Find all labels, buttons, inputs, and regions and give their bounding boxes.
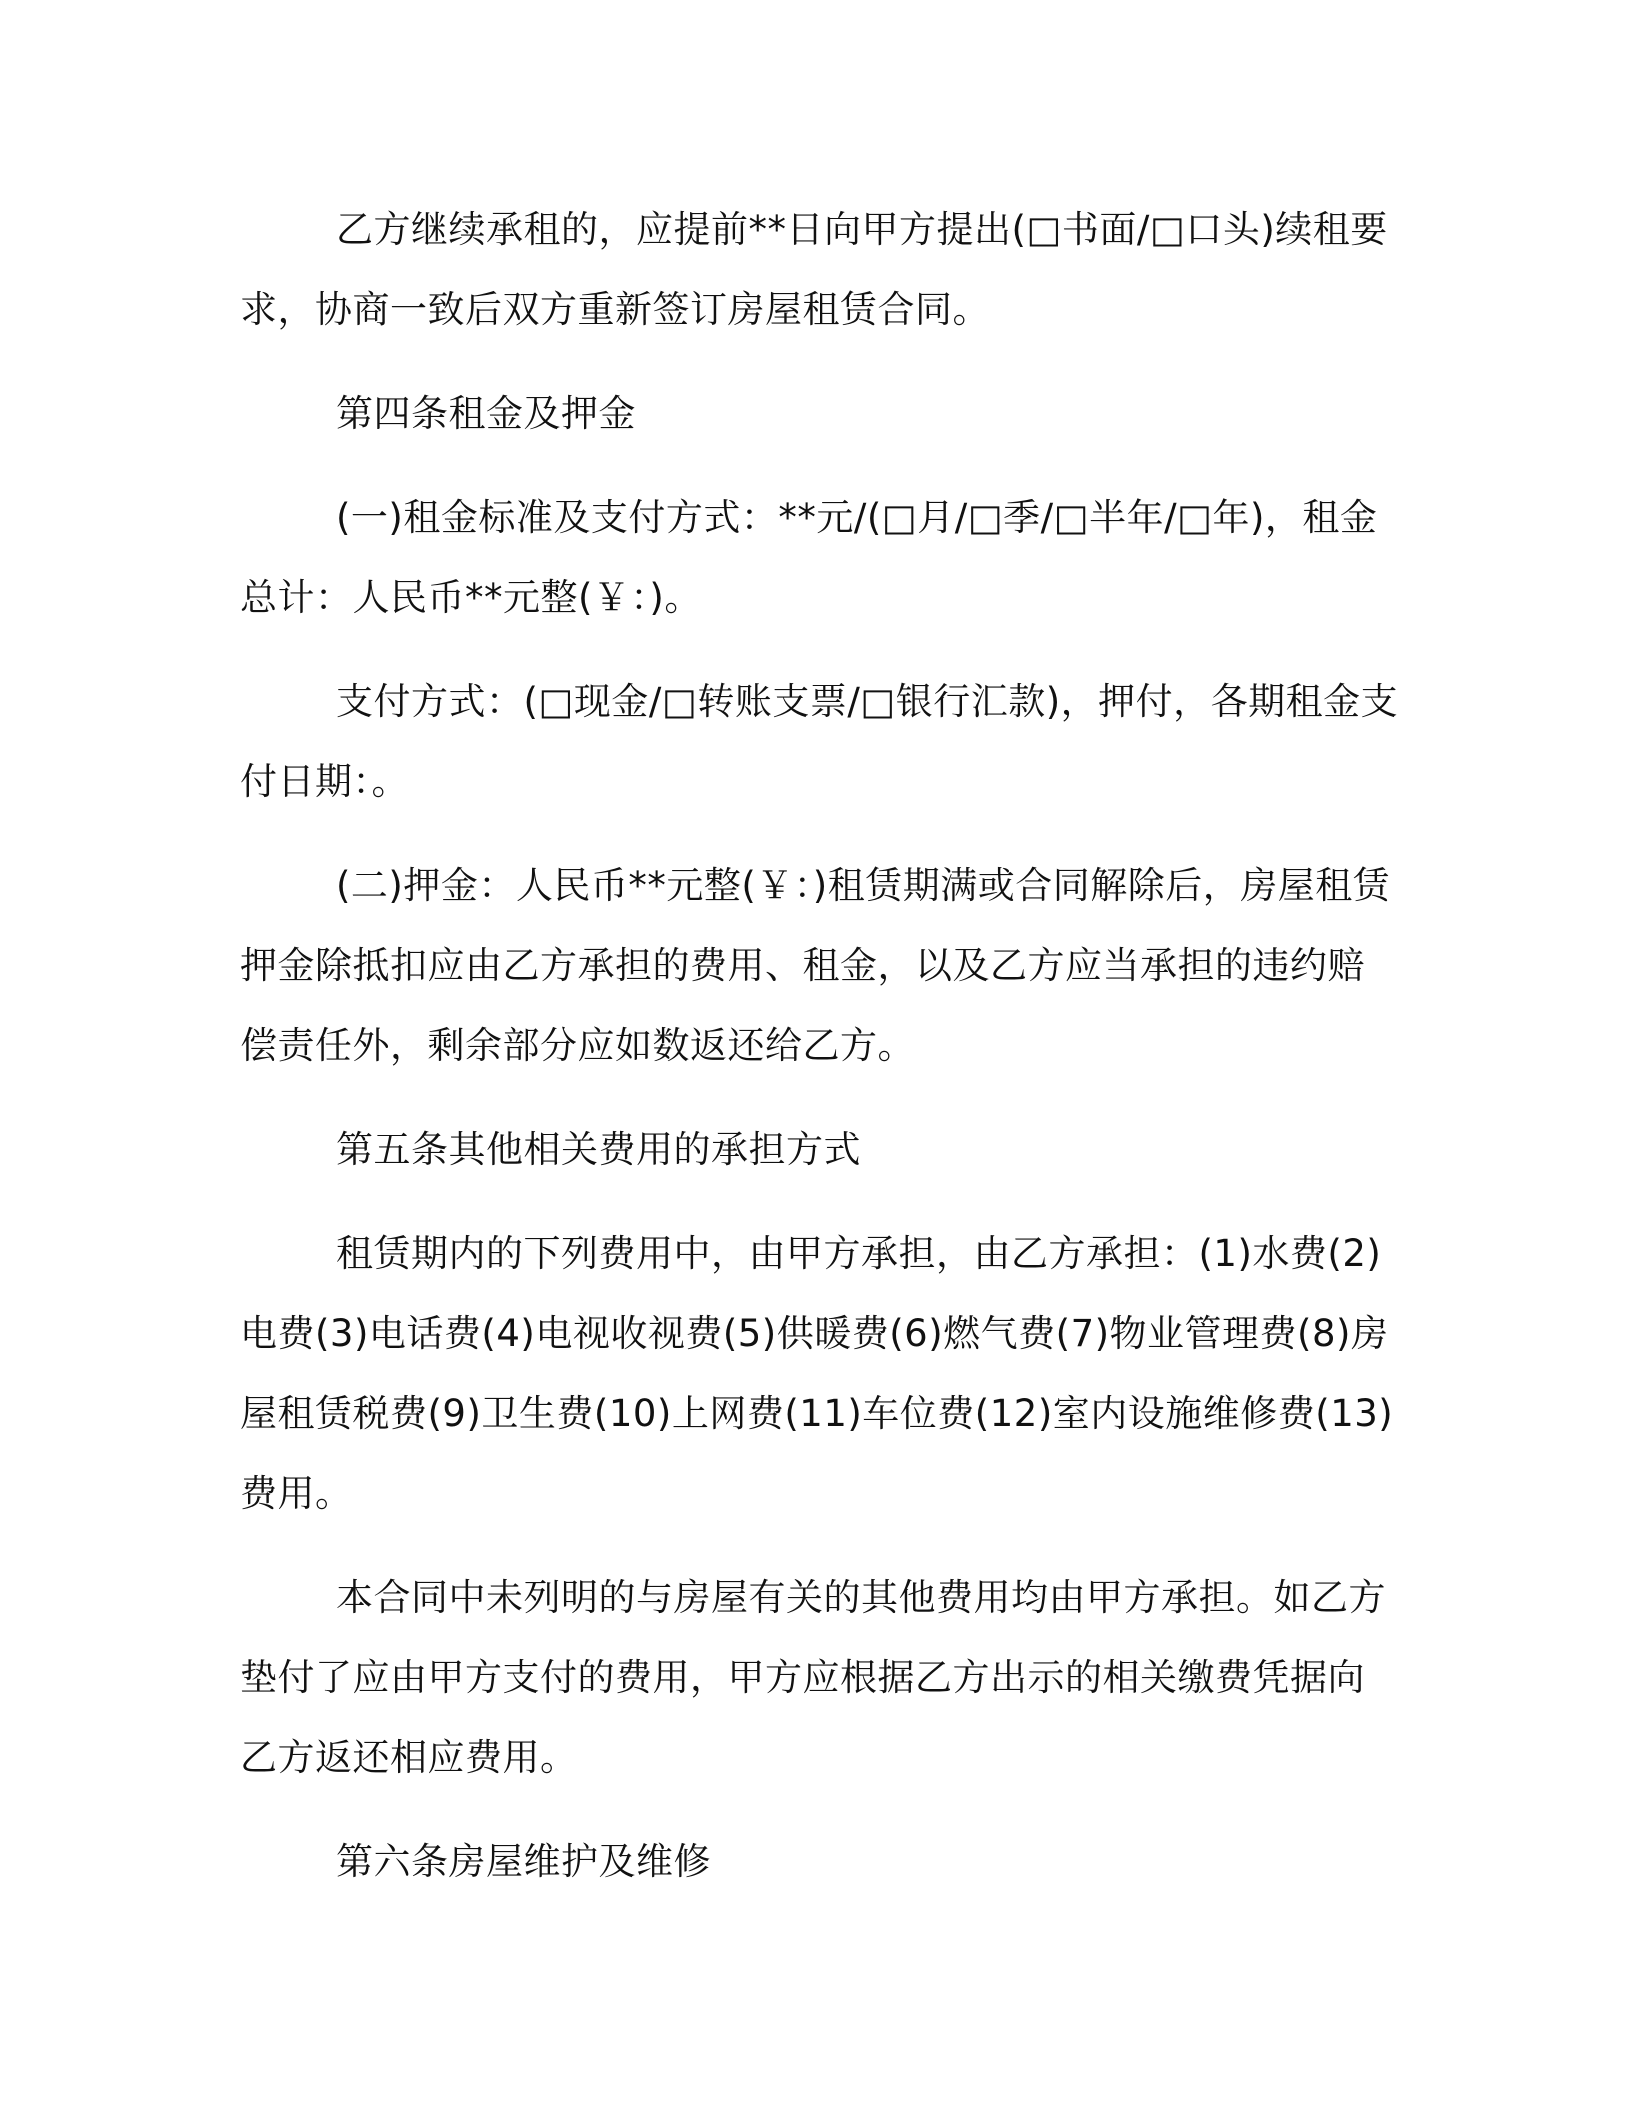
paragraph-other-fees: 本合同中未列明的与房屋有关的其他费用均由甲方承担。如乙方垫付了应由甲方支付的费用，甲方应根据乙方出示的相关缴费凭据向乙方返还相应费用。 [240,1576,1386,1779]
heading-article-6: 第六条房屋维护及维修 [336,1840,711,1883]
heading-article-4: 第四条租金及押金 [336,392,636,435]
paragraph-renewal: 乙方继续承租的，应提前**日向甲方提出(□书面/□口头)续租要求，协商一致后双方重新签订房屋租赁合同。 [240,208,1388,331]
paragraph-rent-standard: (一)租金标准及支付方式：**元/(□月/□季/□半年/□年)，租金总计：人民币**元整(￥：)。 [240,496,1378,619]
paragraph-deposit: (二)押金：人民币**元整(￥：)租赁期满或合同解除后，房屋租赁押金除抵扣应由乙方承担的费用、租金，以及乙方应当承担的违约赔偿责任外，剩余部分应如数返还给乙方。 [240,864,1391,1067]
paragraph-fees-list: 租赁期内的下列费用中，由甲方承担，由乙方承担：(1)水费(2)电费(3)电话费(4)电视收视费(5)供暖费(6)燃气费(7)物业管理费(8)房屋租赁税费(9)卫生费(10)上网费(11)车位费(12)室内设施维修费(13)费用。 [240,1232,1394,1515]
document-body [240,190,1400,1926]
paragraph-payment-method: 支付方式：(□现金/□转账支票/□银行汇款)，押付，各期租金支付日期：。 [240,680,1399,803]
heading-article-5: 第五条其他相关费用的承担方式 [336,1128,861,1171]
